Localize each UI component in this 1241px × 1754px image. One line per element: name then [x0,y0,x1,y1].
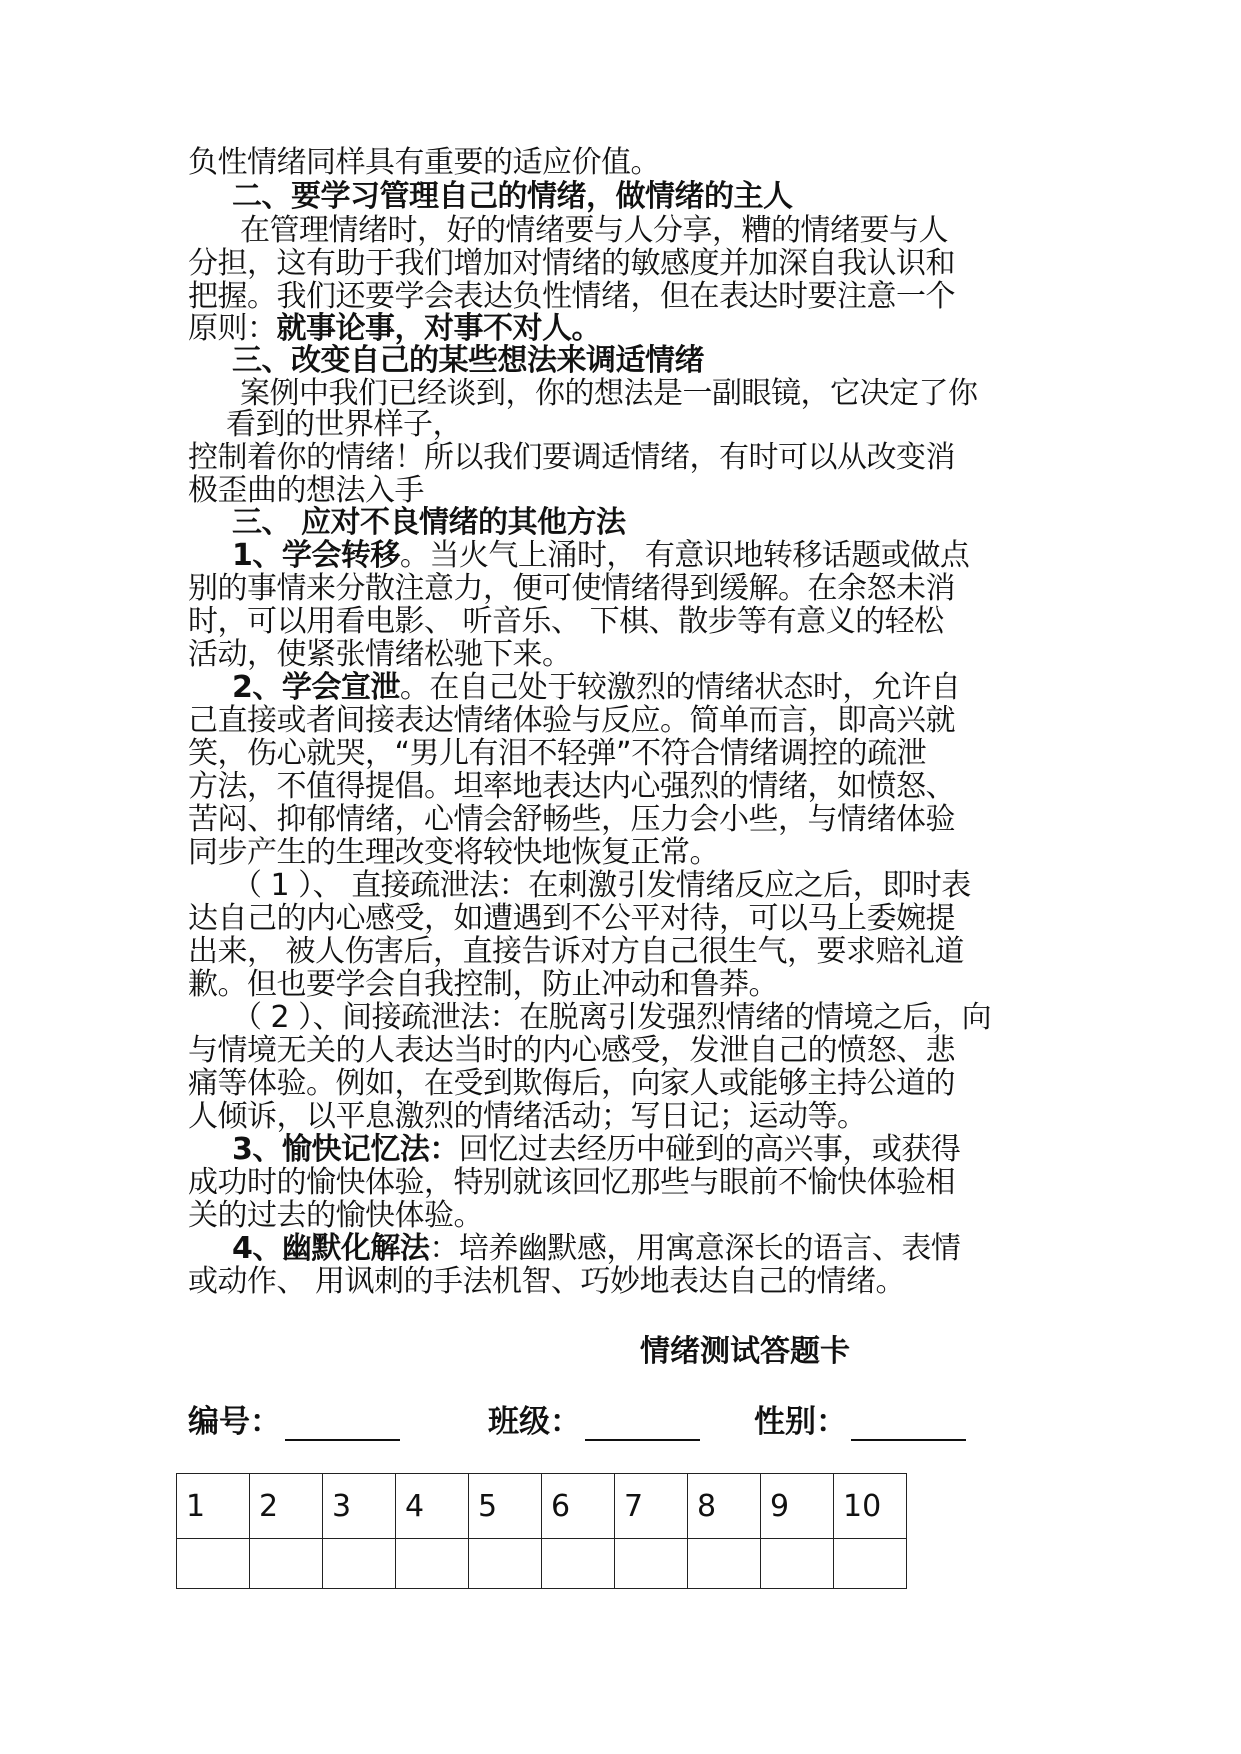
paragraph-line: 把握。我们还要学会表达负性情绪，但在表达时要注意一个 [188,279,955,314]
paragraph-line: 时，可以用看电影、 听音乐、 下棋、散步等有意义的轻松 [188,604,944,639]
paragraph-line: 在管理情绪时，好的情绪要与人分享，糟的情绪要与人 [240,213,948,248]
class-field [488,1396,700,1441]
paragraph-line: 出来， 被人伤害后，直接告诉对方自己很生气，要求赔礼道 [188,934,965,969]
paragraph-line: 活动，使紧张情绪松驰下来。 [188,637,572,672]
answer-cell[interactable] [469,1539,542,1589]
question-number-cell: 10 [834,1474,907,1539]
paragraph-line: 方法，不值得提倡。坦率地表达内心强烈的情绪，如愤怒、 [188,769,955,804]
question-number-cell: 1 [177,1474,250,1539]
answer-card-title: 情绪测试答题卡 [640,1334,850,1369]
text-run: 回忆过去经历中碰到的高兴事，或获得 [458,1132,961,1167]
paragraph-line: 看到的世界样子， [226,407,462,442]
paragraph-line: 与情境无关的人表达当时的内心感受，发泄自己的愤怒、悲 [188,1033,955,1068]
answer-cell[interactable] [615,1539,688,1589]
paragraph-line: （ 2 ）、间接疏泄法：在脱离引发强烈情绪的情境之后，向 [232,1000,992,1035]
question-number-cell: 5 [469,1474,542,1539]
answer-cell[interactable] [761,1539,834,1589]
paragraph-line: 达自己的内心感受，如遭遇到不公平对待，可以马上委婉提 [188,901,955,936]
class-label: 班级： [488,1404,581,1440]
paragraph-line: 别的事情来分散注意力，便可使情绪得到缓解。在余怒未消 [188,571,955,606]
answer-table [176,1473,907,1589]
answer-row [177,1539,907,1589]
paragraph-line: 苦闷、抑郁情绪，心情会舒畅些，压力会小些，与情绪体验 [188,802,955,837]
id-label: 编号： [188,1404,281,1440]
question-number-cell: 3 [323,1474,396,1539]
question-number-cell: 4 [396,1474,469,1539]
question-number-cell: 9 [761,1474,834,1539]
question-number-cell: 8 [688,1474,761,1539]
paragraph-line: 控制着你的情绪！所以我们要调适情绪，有时可以从改变消 [188,440,955,475]
section-heading: 三、改变自己的某些想法来调适情绪 [232,343,704,378]
paragraph-line: 极歪曲的想法入手 [188,473,424,508]
text-run: ：培养幽默感，用寓意深长的语言、表情 [429,1231,961,1266]
paragraph-line: 同步产生的生理改变将较快地恢复正常。 [188,835,719,870]
paragraph-line [232,1232,1102,1265]
gender-field [754,1396,966,1441]
paragraph-line: 人倾诉，以平息激烈的情绪活动；写日记；运动等。 [188,1099,867,1134]
paragraph-line: 痛等体验。例如，在受到欺侮后，向家人或能够主持公道的 [188,1066,955,1101]
bold-text-run: 1、学会转移 [232,538,400,573]
paragraph-line: 歉。但也要学会自我控制，防止冲动和鲁莽。 [188,967,778,1002]
paragraph-line: 分担，这有助于我们增加对情绪的敏感度并加深自我认识和 [188,246,955,281]
bold-text-run: 2、学会宣泄 [232,670,400,705]
paragraph-line: （ 1 ）、 直接疏泄法：在刺激引发情绪反应之后，即时表 [232,868,971,903]
answer-cell[interactable] [323,1539,396,1589]
answer-cell[interactable] [688,1539,761,1589]
paragraph-line: 己直接或者间接表达情绪体验与反应。简单而言，即高兴就 [188,703,955,738]
text-run: 。在自己处于较激烈的情绪状态时，允许自 [399,670,961,705]
paragraph-line: 或动作、 用讽刺的手法机智、巧妙地表达自己的情绪。 [188,1264,906,1299]
answer-cell[interactable] [177,1539,250,1589]
question-number-cell: 6 [542,1474,615,1539]
paragraph-line: 笑，伤心就哭，“男儿有泪不轻弹”不符合情绪调控的疏泄 [188,736,927,771]
answer-cell[interactable] [834,1539,907,1589]
class-blank[interactable] [585,1409,700,1441]
bold-text-run: 就事论事，对事不对人。 [276,311,601,346]
text-run: 。当火气上涌时， 有意识地转移话题或做点 [399,538,970,573]
question-number-row [177,1474,907,1539]
answer-cell[interactable] [396,1539,469,1589]
gender-blank[interactable] [851,1409,966,1441]
id-field [188,1396,400,1441]
answer-cell[interactable] [250,1539,323,1589]
gender-label: 性别： [754,1404,847,1440]
paragraph-line [188,312,1058,345]
bold-text-run: 4、幽默化解法 [232,1231,430,1266]
paragraph-line [232,539,1102,572]
section-heading: 二、要学习管理自己的情绪，做情绪的主人 [232,179,793,214]
question-number-cell: 7 [615,1474,688,1539]
answer-cell[interactable] [542,1539,615,1589]
question-number-cell: 2 [250,1474,323,1539]
id-blank[interactable] [285,1409,400,1441]
paragraph-line: 案例中我们已经谈到，你的想法是一副眼镜，它决定了你 [240,376,978,411]
text-run: 原则： [188,311,277,346]
paragraph-line: 负性情绪同样具有重要的适应价值。 [188,145,660,180]
paragraph-line: 关的过去的愉快体验。 [188,1198,483,1233]
paragraph-line [232,1133,1102,1166]
bold-text-run: 3、愉快记忆法： [232,1132,459,1167]
paragraph-line [232,671,1102,704]
section-heading: 三、 应对不良情绪的其他方法 [232,505,626,540]
paragraph-line: 成功时的愉快体验，特别就该回忆那些与眼前不愉快体验相 [188,1165,955,1200]
